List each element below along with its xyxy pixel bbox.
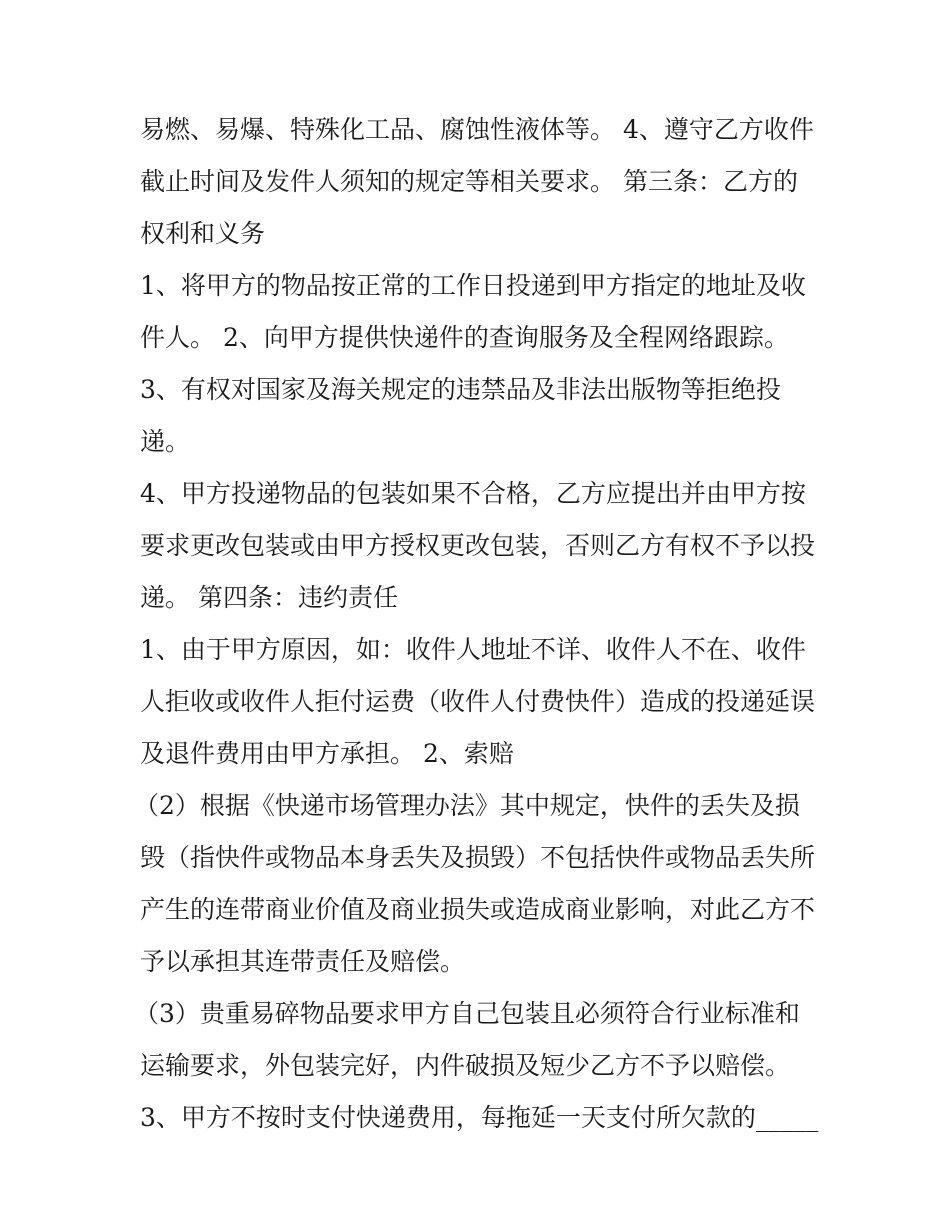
text-line: 递。 bbox=[140, 427, 191, 456]
text-line: 件人。 2、向甲方提供快递件的查询服务及全程网络跟踪。 bbox=[140, 323, 789, 352]
text-line: 4、甲方投递物品的包装如果不合格，乙方应提出并由甲方按 bbox=[140, 479, 806, 508]
text-line: 要求更改包装或由甲方授权更改包装，否则乙方有权不予以投 bbox=[140, 531, 816, 560]
text-line: 递。 第四条：违约责任 bbox=[140, 583, 398, 612]
text-line: 1、将甲方的物品按正常的工作日投递到甲方指定的地址及收 bbox=[140, 271, 806, 300]
text-line: 易燃、易爆、特殊化工品、腐蚀性液体等。 4、遵守乙方收件 bbox=[140, 115, 814, 144]
text-line: 3、甲方不按时支付快递费用，每拖延一天支付所欠款的_____ bbox=[140, 1103, 819, 1132]
text-line: 产生的连带商业价值及商业损失或造成商业影响，对此乙方不 bbox=[140, 895, 816, 924]
text-line: 权利和义务 bbox=[140, 219, 266, 248]
text-line: 3、有权对国家及海关规定的违禁品及非法出版物等拒绝投 bbox=[140, 375, 781, 404]
text-line: （2）根据《快递市场管理办法》其中规定，快件的丢失及损 bbox=[134, 791, 800, 820]
text-line: 截止时间及发件人须知的规定等相关要求。 第三条：乙方的 bbox=[140, 167, 798, 196]
text-line: 人拒收或收件人拒付运费（收件人付费快件）造成的投递延误 bbox=[140, 687, 816, 716]
text-line: 运输要求，外包装完好，内件破损及短少乙方不予以赔偿。 bbox=[140, 1051, 791, 1080]
text-line: 毁（指快件或物品本身丢失及损毁）不包括快件或物品丢失所 bbox=[140, 843, 816, 872]
text-line: 1、由于甲方原因，如：收件人地址不详、收件人不在、收件 bbox=[140, 635, 806, 664]
text-line: 予以承担其连带责任及赔偿。 bbox=[140, 947, 466, 976]
contract-text bbox=[134, 104, 820, 1144]
text-line: 及退件费用由甲方承担。 2、索赔 bbox=[140, 739, 514, 768]
text-line: （3）贵重易碎物品要求甲方自己包装且必须符合行业标准和 bbox=[134, 999, 800, 1028]
